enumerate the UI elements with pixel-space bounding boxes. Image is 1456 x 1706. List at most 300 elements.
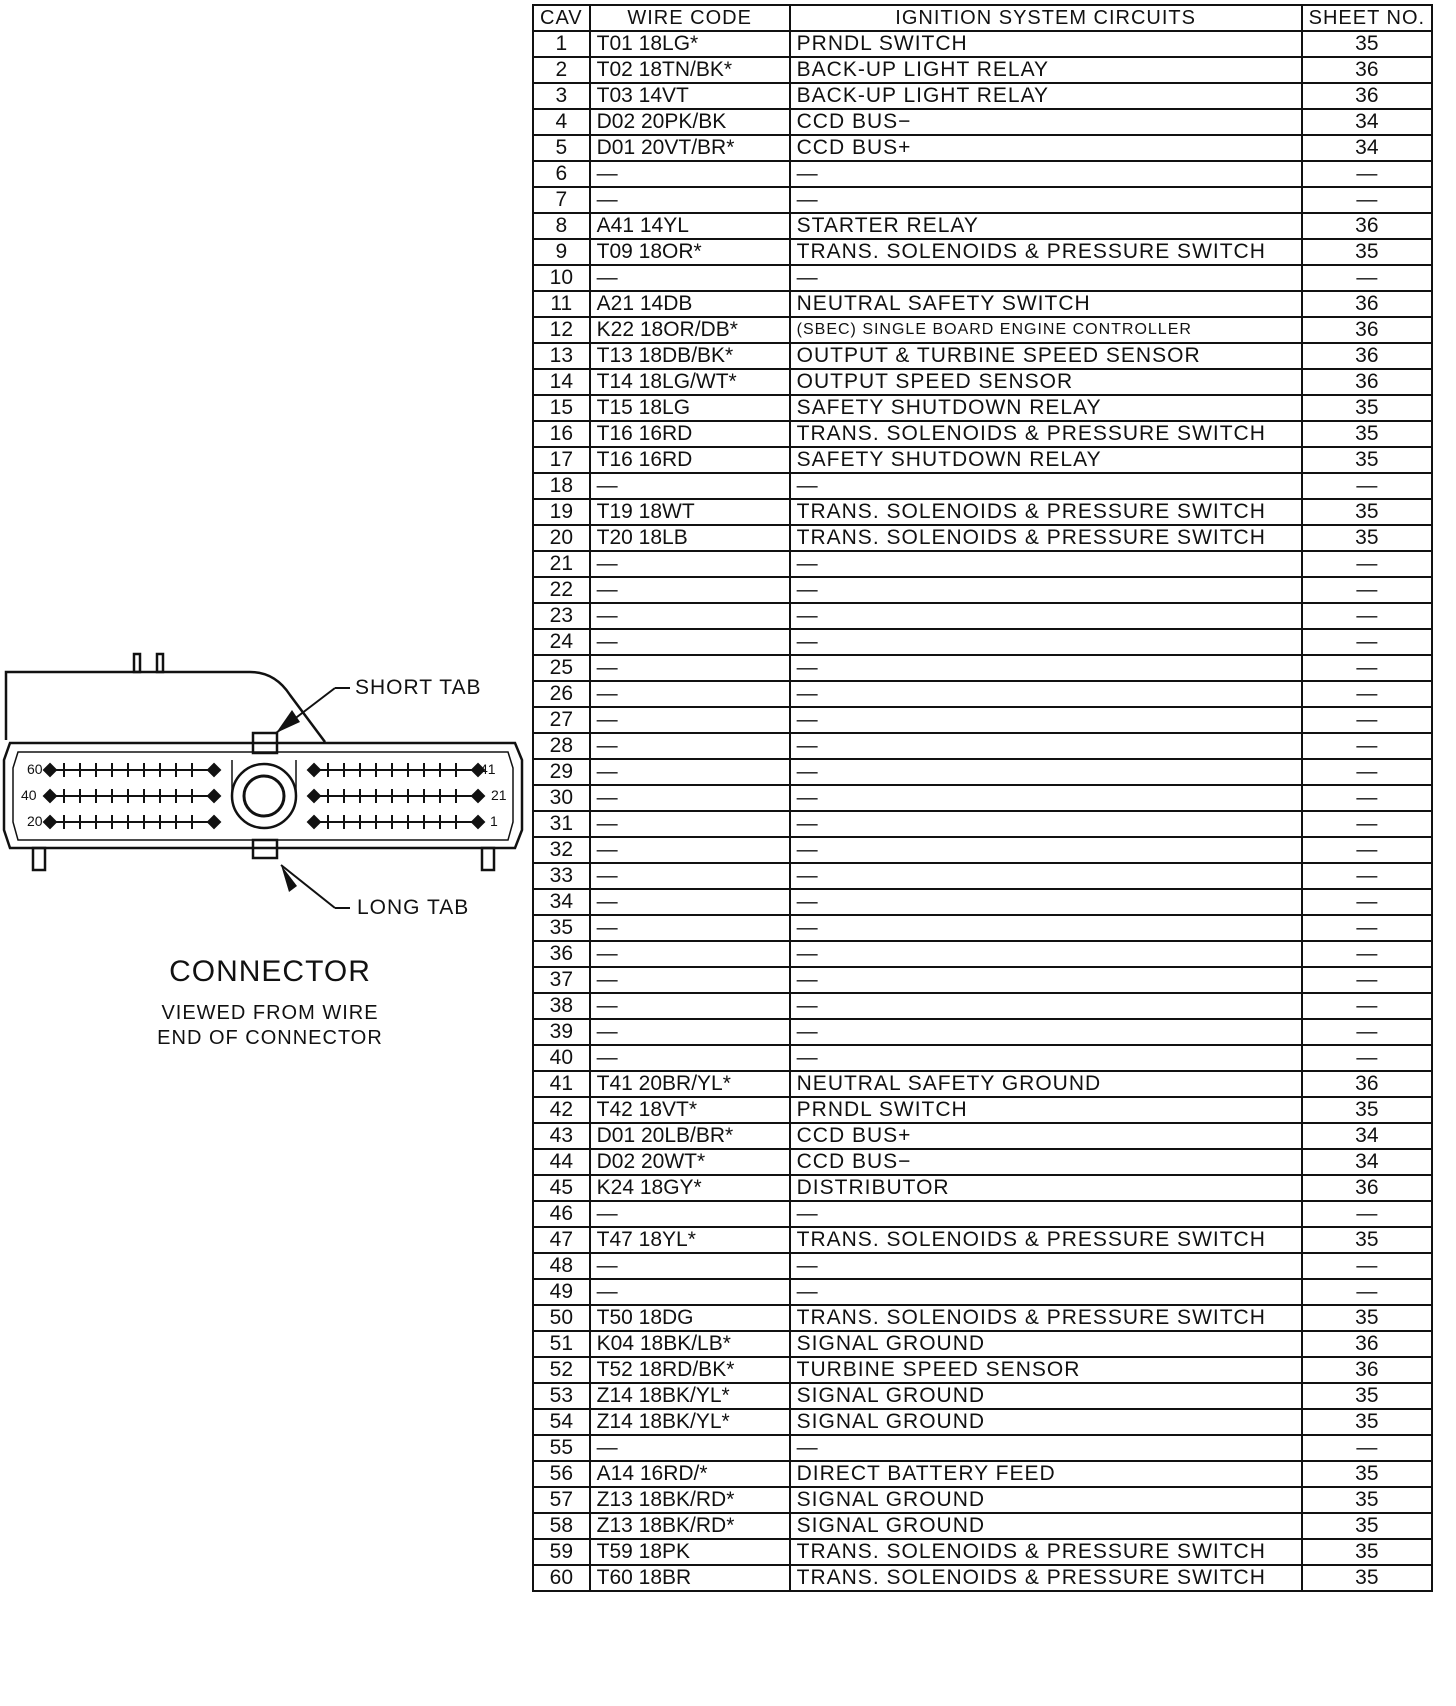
circuit-cell: SIGNAL GROUND — [790, 1487, 1302, 1513]
sheet-no-cell: 36 — [1302, 343, 1432, 369]
circuit-cell: — — [790, 161, 1302, 187]
cav-cell: 48 — [533, 1253, 590, 1279]
sheet-no-cell: — — [1302, 967, 1432, 993]
sheet-no-cell: 35 — [1302, 1305, 1432, 1331]
wire-code-cell: — — [590, 655, 790, 681]
wire-code-cell: — — [590, 707, 790, 733]
header-wire-code: WIRE CODE — [590, 5, 790, 31]
cav-cell: 49 — [533, 1279, 590, 1305]
cav-cell: 27 — [533, 707, 590, 733]
wire-code-cell: T42 18VT* — [590, 1097, 790, 1123]
pin-label-20: 20 — [27, 813, 43, 829]
wire-code-cell: — — [590, 1435, 790, 1461]
pin-label-41: 41 — [480, 761, 496, 777]
wire-code-cell: T14 18LG/WT* — [590, 369, 790, 395]
table-row — [533, 1383, 1432, 1409]
circuit-cell: CCD BUS+ — [790, 1123, 1302, 1149]
wire-code-cell: K24 18GY* — [590, 1175, 790, 1201]
cav-cell: 24 — [533, 629, 590, 655]
sheet-no-cell: 34 — [1302, 1123, 1432, 1149]
table-row — [533, 1123, 1432, 1149]
table-row — [533, 993, 1432, 1019]
pin-end-marker — [208, 764, 220, 776]
pin-label-1: 1 — [490, 813, 498, 829]
table-row — [533, 1201, 1432, 1227]
table-row — [533, 1513, 1432, 1539]
wire-code-cell: T41 20BR/YL* — [590, 1071, 790, 1097]
circuit-cell: TRANS. SOLENOIDS & PRESSURE SWITCH — [790, 1227, 1302, 1253]
cav-cell: 22 — [533, 577, 590, 603]
pin-label-60: 60 — [27, 761, 43, 777]
circuit-cell: TURBINE SPEED SENSOR — [790, 1357, 1302, 1383]
cav-cell: 58 — [533, 1513, 590, 1539]
wire-code-cell: — — [590, 473, 790, 499]
wire-code-cell: — — [590, 811, 790, 837]
table-row — [533, 603, 1432, 629]
circuit-cell: SAFETY SHUTDOWN RELAY — [790, 395, 1302, 421]
wire-code-cell: T59 18PK — [590, 1539, 790, 1565]
sheet-no-cell: 36 — [1302, 1071, 1432, 1097]
wire-code-cell: — — [590, 759, 790, 785]
sheet-no-cell: — — [1302, 187, 1432, 213]
table-row — [533, 681, 1432, 707]
sheet-no-cell: — — [1302, 811, 1432, 837]
cav-cell: 40 — [533, 1045, 590, 1071]
table-row — [533, 213, 1432, 239]
wire-code-cell: — — [590, 941, 790, 967]
wire-code-cell: T50 18DG — [590, 1305, 790, 1331]
circuit-cell: SIGNAL GROUND — [790, 1409, 1302, 1435]
sheet-no-cell: 36 — [1302, 1331, 1432, 1357]
sheet-no-cell: 35 — [1302, 1409, 1432, 1435]
wire-code-cell: D01 20LB/BR* — [590, 1123, 790, 1149]
table-row — [533, 1149, 1432, 1175]
circuit-cell: SIGNAL GROUND — [790, 1331, 1302, 1357]
sheet-no-cell: — — [1302, 707, 1432, 733]
cav-cell: 50 — [533, 1305, 590, 1331]
connector-subtitle — [110, 1001, 430, 1051]
sheet-no-cell: 35 — [1302, 1487, 1432, 1513]
cav-cell: 57 — [533, 1487, 590, 1513]
cav-cell: 31 — [533, 811, 590, 837]
cav-cell: 34 — [533, 889, 590, 915]
table-row — [533, 1539, 1432, 1565]
cav-cell: 55 — [533, 1435, 590, 1461]
wire-code-cell: T19 18WT — [590, 499, 790, 525]
cav-cell: 51 — [533, 1331, 590, 1357]
table-header-row — [533, 5, 1432, 31]
sheet-no-cell: — — [1302, 265, 1432, 291]
sheet-no-cell: 35 — [1302, 1513, 1432, 1539]
wire-code-cell: D02 20WT* — [590, 1149, 790, 1175]
table-row — [533, 421, 1432, 447]
table-row — [533, 1071, 1432, 1097]
circuit-cell: — — [790, 993, 1302, 1019]
sheet-no-cell: — — [1302, 759, 1432, 785]
circuit-cell: — — [790, 759, 1302, 785]
cav-cell: 30 — [533, 785, 590, 811]
table-row — [533, 1279, 1432, 1305]
sheet-no-cell: — — [1302, 993, 1432, 1019]
sheet-no-cell: 36 — [1302, 291, 1432, 317]
wire-code-cell: — — [590, 161, 790, 187]
table-row — [533, 57, 1432, 83]
wire-code-cell: — — [590, 863, 790, 889]
circuit-cell: — — [790, 1019, 1302, 1045]
table-row — [533, 1409, 1432, 1435]
wire-code-cell: — — [590, 889, 790, 915]
circuit-cell: TRANS. SOLENOIDS & PRESSURE SWITCH — [790, 525, 1302, 551]
sheet-no-cell: — — [1302, 1045, 1432, 1071]
table-row — [533, 525, 1432, 551]
sheet-no-cell: — — [1302, 629, 1432, 655]
wire-code-cell: K22 18OR/DB* — [590, 317, 790, 343]
sheet-no-cell: 35 — [1302, 421, 1432, 447]
sheet-no-cell: — — [1302, 863, 1432, 889]
circuit-cell: — — [790, 889, 1302, 915]
cav-cell: 41 — [533, 1071, 590, 1097]
sheet-no-cell: 34 — [1302, 135, 1432, 161]
pin-end-marker — [308, 764, 320, 776]
cav-cell: 26 — [533, 681, 590, 707]
pin-label-40: 40 — [21, 787, 37, 803]
sheet-no-cell: — — [1302, 915, 1432, 941]
cav-cell: 7 — [533, 187, 590, 213]
cav-cell: 54 — [533, 1409, 590, 1435]
table-row — [533, 109, 1432, 135]
table-row — [533, 1331, 1432, 1357]
cav-cell: 21 — [533, 551, 590, 577]
wire-code-cell: — — [590, 551, 790, 577]
cav-cell: 9 — [533, 239, 590, 265]
wire-code-cell: Z14 18BK/YL* — [590, 1383, 790, 1409]
sheet-no-cell: — — [1302, 161, 1432, 187]
sheet-no-cell: — — [1302, 655, 1432, 681]
cav-cell: 15 — [533, 395, 590, 421]
table-row — [533, 1253, 1432, 1279]
table-row — [533, 759, 1432, 785]
wire-code-cell: — — [590, 577, 790, 603]
cav-cell: 3 — [533, 83, 590, 109]
cav-cell: 28 — [533, 733, 590, 759]
cav-cell: 6 — [533, 161, 590, 187]
sheet-no-cell: — — [1302, 941, 1432, 967]
pinout-table — [532, 4, 1433, 1592]
circuit-cell: DISTRIBUTOR — [790, 1175, 1302, 1201]
header-circuits: IGNITION SYSTEM CIRCUITS — [790, 5, 1302, 31]
sheet-no-cell: 35 — [1302, 1461, 1432, 1487]
cav-cell: 47 — [533, 1227, 590, 1253]
table-row — [533, 83, 1432, 109]
wire-code-cell: — — [590, 1279, 790, 1305]
sheet-no-cell: 34 — [1302, 109, 1432, 135]
table-row — [533, 135, 1432, 161]
table-row — [533, 915, 1432, 941]
wire-code-cell: T16 16RD — [590, 421, 790, 447]
table-row — [533, 343, 1432, 369]
sheet-no-cell: 35 — [1302, 525, 1432, 551]
pin-label-21: 21 — [491, 787, 507, 803]
sheet-no-cell: 35 — [1302, 1227, 1432, 1253]
cav-cell: 20 — [533, 525, 590, 551]
cav-cell: 11 — [533, 291, 590, 317]
connector-subtitle-line2: END OF CONNECTOR — [157, 1027, 383, 1049]
cav-cell: 43 — [533, 1123, 590, 1149]
cav-cell: 8 — [533, 213, 590, 239]
sheet-no-cell: 36 — [1302, 317, 1432, 343]
wire-code-cell: T16 16RD — [590, 447, 790, 473]
header-sheet-no: SHEET NO. — [1302, 5, 1432, 31]
circuit-cell: — — [790, 551, 1302, 577]
circuit-cell: — — [790, 1201, 1302, 1227]
sheet-no-cell: 35 — [1302, 1539, 1432, 1565]
sheet-no-cell: 35 — [1302, 447, 1432, 473]
cav-cell: 13 — [533, 343, 590, 369]
pin-end-marker — [472, 816, 484, 828]
cav-cell: 45 — [533, 1175, 590, 1201]
circuit-cell: CCD BUS− — [790, 109, 1302, 135]
wire-code-cell: T02 18TN/BK* — [590, 57, 790, 83]
pin-end-marker — [472, 790, 484, 802]
table-row — [533, 369, 1432, 395]
sheet-no-cell: 36 — [1302, 213, 1432, 239]
wire-code-cell: T60 18BR — [590, 1565, 790, 1591]
pin-end-marker — [44, 764, 56, 776]
table-row — [533, 1435, 1432, 1461]
table-row — [533, 317, 1432, 343]
wire-code-cell: — — [590, 603, 790, 629]
sheet-no-cell: — — [1302, 733, 1432, 759]
cav-cell: 32 — [533, 837, 590, 863]
circuit-cell: BACK-UP LIGHT RELAY — [790, 57, 1302, 83]
sheet-no-cell: — — [1302, 837, 1432, 863]
circuit-cell: — — [790, 1279, 1302, 1305]
table-row — [533, 1097, 1432, 1123]
circuit-cell: — — [790, 603, 1302, 629]
table-row — [533, 291, 1432, 317]
circuit-cell: — — [790, 863, 1302, 889]
circuit-cell: BACK-UP LIGHT RELAY — [790, 83, 1302, 109]
cav-cell: 42 — [533, 1097, 590, 1123]
wire-code-cell: Z13 18BK/RD* — [590, 1487, 790, 1513]
sheet-no-cell: 35 — [1302, 1565, 1432, 1591]
circuit-cell: — — [790, 577, 1302, 603]
circuit-cell: — — [790, 811, 1302, 837]
wire-code-cell: T13 18DB/BK* — [590, 343, 790, 369]
circuit-cell: TRANS. SOLENOIDS & PRESSURE SWITCH — [790, 1305, 1302, 1331]
table-row — [533, 1487, 1432, 1513]
cav-cell: 38 — [533, 993, 590, 1019]
pin-end-marker — [208, 790, 220, 802]
cav-cell: 14 — [533, 369, 590, 395]
cav-cell: 36 — [533, 941, 590, 967]
cav-cell: 46 — [533, 1201, 590, 1227]
wire-code-cell: A21 14DB — [590, 291, 790, 317]
sheet-no-cell: — — [1302, 1201, 1432, 1227]
circuit-cell: — — [790, 681, 1302, 707]
cav-cell: 17 — [533, 447, 590, 473]
sheet-no-cell: 35 — [1302, 239, 1432, 265]
wire-code-cell: — — [590, 1045, 790, 1071]
sheet-no-cell: — — [1302, 1019, 1432, 1045]
wire-code-cell: — — [590, 1253, 790, 1279]
wire-code-cell: D01 20VT/BR* — [590, 135, 790, 161]
wire-code-cell: T20 18LB — [590, 525, 790, 551]
table-row — [533, 161, 1432, 187]
pin-end-marker — [44, 790, 56, 802]
wire-code-cell: Z14 18BK/YL* — [590, 1409, 790, 1435]
sheet-no-cell: 35 — [1302, 395, 1432, 421]
wire-code-cell: — — [590, 265, 790, 291]
circuit-cell: — — [790, 265, 1302, 291]
sheet-no-cell: — — [1302, 577, 1432, 603]
circuit-cell: (SBEC) SINGLE BOARD ENGINE CONTROLLER — [790, 317, 1302, 343]
circuit-cell: — — [790, 473, 1302, 499]
wire-code-cell: — — [590, 967, 790, 993]
sheet-no-cell: — — [1302, 603, 1432, 629]
short-tab-arrow-icon — [276, 710, 300, 733]
sheet-no-cell: — — [1302, 473, 1432, 499]
cav-cell: 25 — [533, 655, 590, 681]
wire-code-cell: — — [590, 837, 790, 863]
table-row — [533, 707, 1432, 733]
cav-cell: 37 — [533, 967, 590, 993]
sheet-no-cell: 36 — [1302, 83, 1432, 109]
sheet-no-cell: 35 — [1302, 31, 1432, 57]
table-row — [533, 447, 1432, 473]
wire-code-cell: D02 20PK/BK — [590, 109, 790, 135]
table-row — [533, 551, 1432, 577]
cav-cell: 56 — [533, 1461, 590, 1487]
cav-cell: 19 — [533, 499, 590, 525]
table-row — [533, 1175, 1432, 1201]
circuit-cell: — — [790, 707, 1302, 733]
sheet-no-cell: — — [1302, 785, 1432, 811]
table-row — [533, 1227, 1432, 1253]
table-row — [533, 863, 1432, 889]
table-row — [533, 577, 1432, 603]
sheet-no-cell: — — [1302, 889, 1432, 915]
cav-cell: 18 — [533, 473, 590, 499]
sheet-no-cell: — — [1302, 681, 1432, 707]
sheet-no-cell: — — [1302, 1435, 1432, 1461]
connector-title: CONNECTOR — [169, 955, 371, 988]
header-cav: CAV — [533, 5, 590, 31]
table-row — [533, 655, 1432, 681]
table-row — [533, 1045, 1432, 1071]
cav-cell: 39 — [533, 1019, 590, 1045]
table-row — [533, 889, 1432, 915]
circuit-cell: — — [790, 837, 1302, 863]
circuit-cell: — — [790, 655, 1302, 681]
table-row — [533, 395, 1432, 421]
wire-code-cell: — — [590, 785, 790, 811]
circuit-cell: CCD BUS− — [790, 1149, 1302, 1175]
sheet-no-cell: — — [1302, 1253, 1432, 1279]
long-tab-arrow-icon — [281, 865, 297, 892]
wire-code-cell: — — [590, 1201, 790, 1227]
table-row — [533, 473, 1432, 499]
circuit-cell: DIRECT BATTERY FEED — [790, 1461, 1302, 1487]
wire-code-cell: T01 18LG* — [590, 31, 790, 57]
sheet-no-cell: — — [1302, 1279, 1432, 1305]
cav-cell: 29 — [533, 759, 590, 785]
long-tab-label: LONG TAB — [357, 896, 470, 919]
circuit-cell: CCD BUS+ — [790, 135, 1302, 161]
cav-cell: 2 — [533, 57, 590, 83]
wire-code-cell: — — [590, 993, 790, 1019]
circuit-cell: — — [790, 629, 1302, 655]
wire-code-cell: T47 18YL* — [590, 1227, 790, 1253]
connector-subtitle-line1: VIEWED FROM WIRE — [161, 1002, 379, 1024]
sheet-no-cell: 36 — [1302, 1357, 1432, 1383]
circuit-cell: TRANS. SOLENOIDS & PRESSURE SWITCH — [790, 239, 1302, 265]
cav-cell: 23 — [533, 603, 590, 629]
table-row — [533, 1565, 1432, 1591]
circuit-cell: — — [790, 1435, 1302, 1461]
cav-cell: 59 — [533, 1539, 590, 1565]
wire-code-cell: Z13 18BK/RD* — [590, 1513, 790, 1539]
circuit-cell: — — [790, 967, 1302, 993]
cav-cell: 4 — [533, 109, 590, 135]
wire-code-cell: T09 18OR* — [590, 239, 790, 265]
circuit-cell: PRNDL SWITCH — [790, 1097, 1302, 1123]
table-row — [533, 1019, 1432, 1045]
cav-cell: 35 — [533, 915, 590, 941]
wire-code-cell: — — [590, 733, 790, 759]
cav-cell: 10 — [533, 265, 590, 291]
circuit-cell: — — [790, 1045, 1302, 1071]
wire-code-cell: T52 18RD/BK* — [590, 1357, 790, 1383]
short-tab-label: SHORT TAB — [355, 676, 482, 699]
circuit-cell: — — [790, 733, 1302, 759]
wire-code-cell: A41 14YL — [590, 213, 790, 239]
sheet-no-cell: 36 — [1302, 369, 1432, 395]
table-row — [533, 811, 1432, 837]
circuit-cell: TRANS. SOLENOIDS & PRESSURE SWITCH — [790, 499, 1302, 525]
circuit-cell: SIGNAL GROUND — [790, 1513, 1302, 1539]
sheet-no-cell: 35 — [1302, 1097, 1432, 1123]
cav-cell: 16 — [533, 421, 590, 447]
sheet-no-cell: — — [1302, 551, 1432, 577]
cav-cell: 52 — [533, 1357, 590, 1383]
circuit-cell: STARTER RELAY — [790, 213, 1302, 239]
circuit-cell: PRNDL SWITCH — [790, 31, 1302, 57]
wire-code-cell: T15 18LG — [590, 395, 790, 421]
sheet-no-cell: 35 — [1302, 1383, 1432, 1409]
circuit-cell: — — [790, 915, 1302, 941]
table-row — [533, 629, 1432, 655]
table-row — [533, 31, 1432, 57]
table-row — [533, 187, 1432, 213]
circuit-cell: — — [790, 941, 1302, 967]
circuit-cell: NEUTRAL SAFETY GROUND — [790, 1071, 1302, 1097]
table-row — [533, 265, 1432, 291]
table-row — [533, 785, 1432, 811]
circuit-cell: TRANS. SOLENOIDS & PRESSURE SWITCH — [790, 1565, 1302, 1591]
cav-cell: 33 — [533, 863, 590, 889]
circuit-cell: TRANS. SOLENOIDS & PRESSURE SWITCH — [790, 1539, 1302, 1565]
circuit-cell: NEUTRAL SAFETY SWITCH — [790, 291, 1302, 317]
wire-code-cell: K04 18BK/LB* — [590, 1331, 790, 1357]
wire-code-cell: — — [590, 187, 790, 213]
circuit-cell: TRANS. SOLENOIDS & PRESSURE SWITCH — [790, 421, 1302, 447]
cav-cell: 53 — [533, 1383, 590, 1409]
wire-code-cell: — — [590, 681, 790, 707]
table-row — [533, 967, 1432, 993]
cav-cell: 5 — [533, 135, 590, 161]
sheet-no-cell: 36 — [1302, 57, 1432, 83]
